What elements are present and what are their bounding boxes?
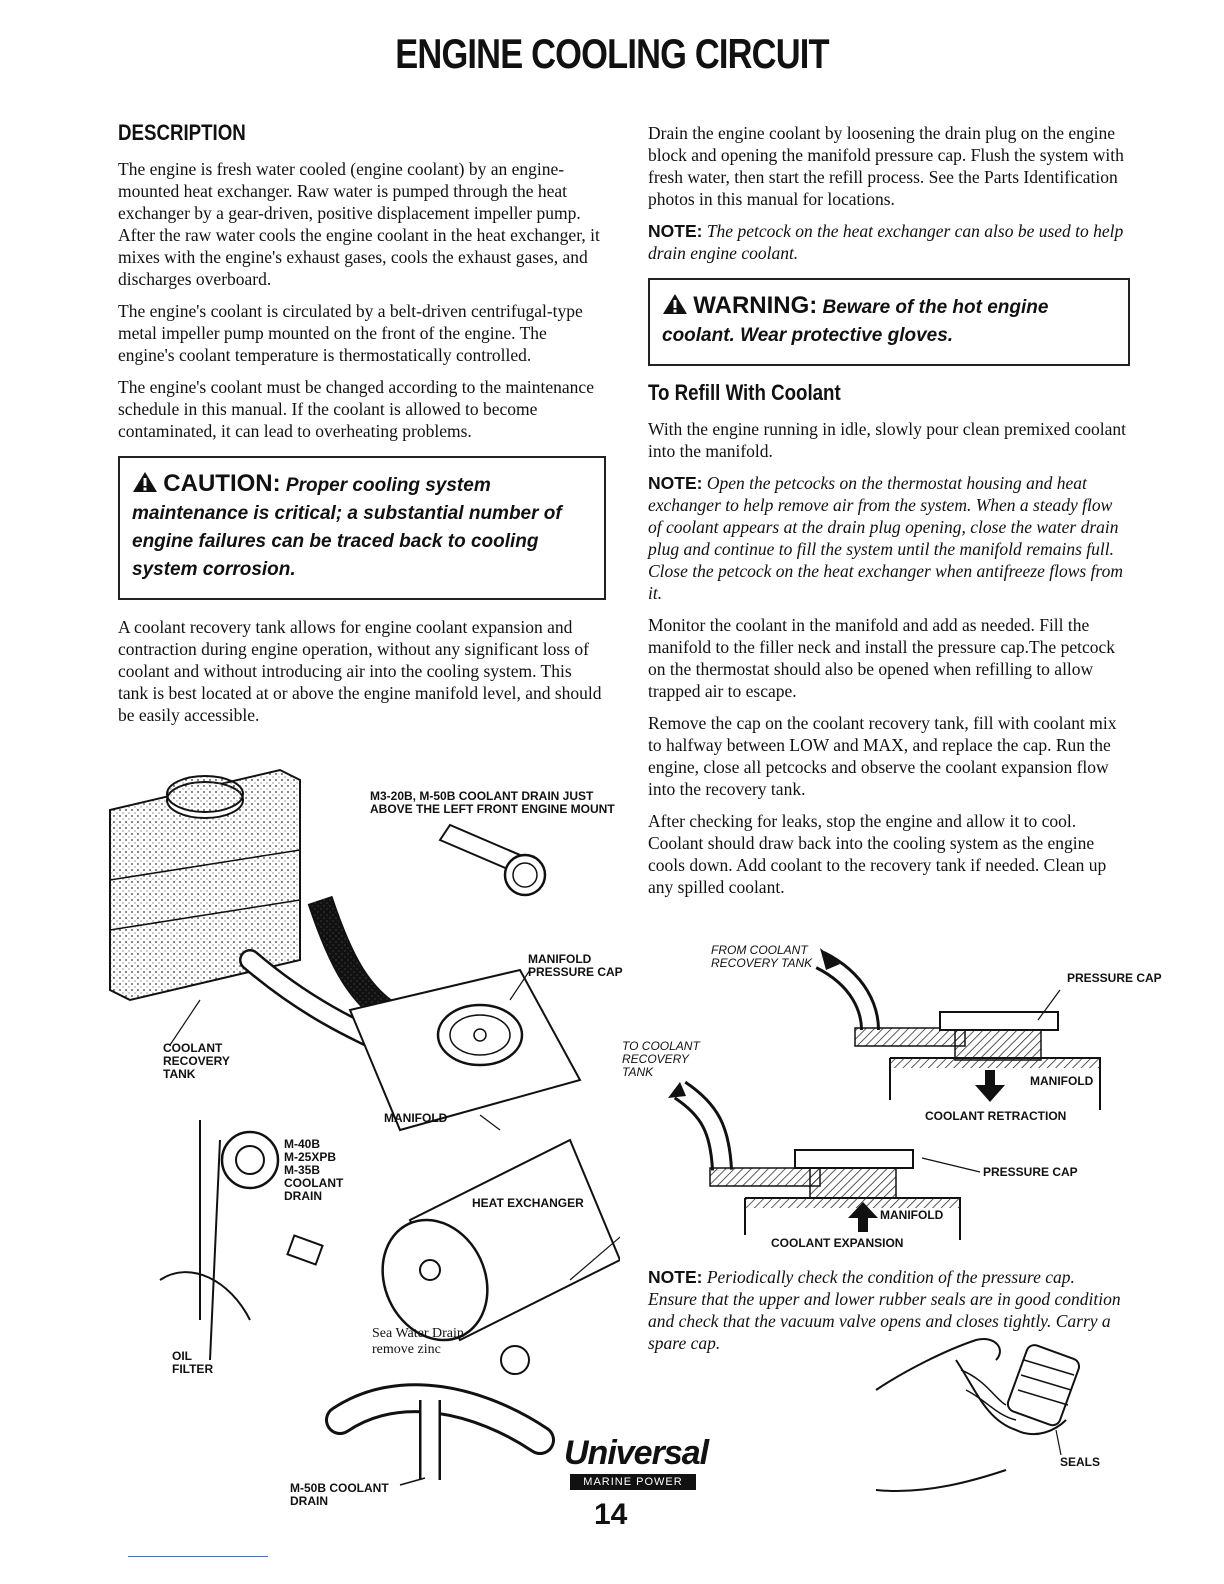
universal-logo: Universal — [564, 1434, 709, 1472]
warning-label: WARNING: — [693, 292, 818, 319]
description-paragraph-2: The engine's coolant is circulated by a belt-driven centrifugal-type metal impeller pump mounted on the front of the engine. The engine's coolant temperature is thermostatically controlled. — [118, 301, 583, 365]
manifold-cap-label: MANIFOLD PRESSURE CAP — [528, 952, 623, 979]
note-pressure-cap-text: Periodically check the condition of the pressure cap. Ensure that the upper and lower rubber seals are in good condition and check that the vacuum valve opens and closes tightly. Carry a spare cap. — [648, 1267, 1121, 1353]
description-heading: DESCRIPTION — [118, 120, 246, 145]
m50b-drain-label: M-50B COOLANT DRAIN — [290, 1481, 389, 1508]
note-petcocks-label: NOTE: — [648, 473, 703, 493]
description-paragraph-1: The engine is fresh water cooled (engine coolant) by an engine-mounted heat exchanger. Raw water is pumped through the heat exchanger by a gear-driven, positive displacement impeller pump. After the raw water cools the engine coolant in the heat exchanger, it mixes with the engine's exhaust gases, cools the exhaust gases, and discharges overboard. — [118, 159, 600, 289]
left-column — [118, 122, 606, 736]
m40b-drain-label: M-40B M-25XPB M-35B COOLANT DRAIN — [284, 1137, 344, 1203]
logo-tagline: MARINE POWER — [570, 1474, 696, 1490]
from-tank-label: FROM COOLANT RECOVERY TANK — [711, 943, 813, 970]
refill-paragraph-2: Monitor the coolant in the manifold and add as needed. Fill the manifold to the filler neck and install the pressure cap.The petcock on the thermostat should also be opened when refilling to allow trapped air to escape. — [648, 615, 1115, 701]
manifold-label: MANIFOLD — [384, 1111, 448, 1125]
engine-cooling-illustration — [100, 760, 620, 1520]
warning-text: Beware of the hot engine coolant. Wear protective gloves. — [662, 297, 1049, 346]
recovery-tank-label: COOLANT RECOVERY TANK — [163, 1041, 230, 1081]
refill-heading: To Refill With Coolant — [648, 380, 841, 405]
hand-with-cap-drawing — [866, 1330, 1116, 1510]
caution-text: Proper cooling system maintenance is critical; a substantial number of engine failures can be traced back to cooling system corrosion. — [132, 475, 562, 580]
pressure-cap-top-label: PRESSURE CAP — [1067, 971, 1162, 985]
refill-paragraph-1: With the engine running in idle, slowly pour clean premixed coolant into the manifold. — [648, 419, 1126, 461]
note-petcock-label: NOTE: — [648, 221, 703, 241]
drain-paragraph: Drain the engine coolant by loosening the drain plug on the engine block and opening the manifold pressure cap. Flush the system with fresh water, then start the refill process. See the Parts Identification photos in this manual for locations. — [648, 123, 1124, 209]
warning-box — [648, 278, 1130, 366]
caution-triangle-icon — [132, 471, 158, 493]
caution-box — [118, 456, 606, 600]
footer-rule — [128, 1556, 268, 1557]
oil-filter-label: OIL FILTER — [172, 1349, 214, 1376]
manifold-bottom-label: MANIFOLD — [880, 1208, 944, 1222]
note-pressure-cap-label: NOTE: — [648, 1267, 703, 1287]
sea-water-drain-label: Sea Water Drain remove zinc — [372, 1326, 464, 1357]
warning-triangle-icon — [662, 293, 688, 315]
right-column — [648, 122, 1130, 908]
refill-paragraph-3: Remove the cap on the coolant recovery tank, fill with coolant mix to halfway between LOW and MAX, and replace the cap. Run the engine, close all petcocks and observe the coolant expansion flow into the recovery tank. — [648, 713, 1117, 799]
coolant-retraction-label: COOLANT RETRACTION — [925, 1109, 1067, 1123]
m3-drain-label: M3-20B, M-50B COOLANT DRAIN JUST ABOVE THE LEFT FRONT ENGINE MOUNT — [370, 789, 615, 816]
to-tank-label: TO COOLANT RECOVERY TANK — [622, 1039, 700, 1079]
seals-label: SEALS — [1060, 1455, 1101, 1469]
page-title: ENGINE COOLING CIRCUIT — [395, 30, 829, 77]
note-petcocks — [648, 472, 1130, 604]
note-petcock — [648, 220, 1130, 264]
caution-label: CAUTION: — [163, 470, 281, 497]
coolant-expansion-label: COOLANT EXPANSION — [771, 1236, 904, 1250]
note-petcock-text: The petcock on the heat exchanger can also be used to help drain engine coolant. — [648, 221, 1124, 263]
refill-paragraph-4: After checking for leaks, stop the engine and allow it to cool. Coolant should draw back into the cooling system as the engine cools down. Add coolant to the recovery tank if needed. Clean up any spilled coolant. — [648, 811, 1107, 897]
description-paragraph-3: The engine's coolant must be changed according to the maintenance schedule in this manual. If the coolant is allowed to become contaminated, it can lead to overheating problems. — [118, 377, 594, 441]
manifold-top-label: MANIFOLD — [1030, 1074, 1094, 1088]
pressure-cap-bottom-label: PRESSURE CAP — [983, 1165, 1078, 1179]
page-number: 14 — [594, 1498, 628, 1531]
note-petcocks-text: Open the petcocks on the thermostat housing and heat exchanger to help remove air from the system. When a steady flow of coolant appears at the drain plug opening, close the water drain plug and continue to fill the system until the manifold remains full. Close the petcock on the heat exchanger when antifreeze flows from it. — [648, 473, 1123, 603]
description-paragraph-4: A coolant recovery tank allows for engine coolant expansion and contraction during engine operation, without any significant loss of coolant and without introducing air into the cooling system. This tank is best located at or above the engine manifold level, and should be easily accessible. — [118, 617, 602, 725]
heat-exchanger-label: HEAT EXCHANGER — [472, 1196, 584, 1210]
